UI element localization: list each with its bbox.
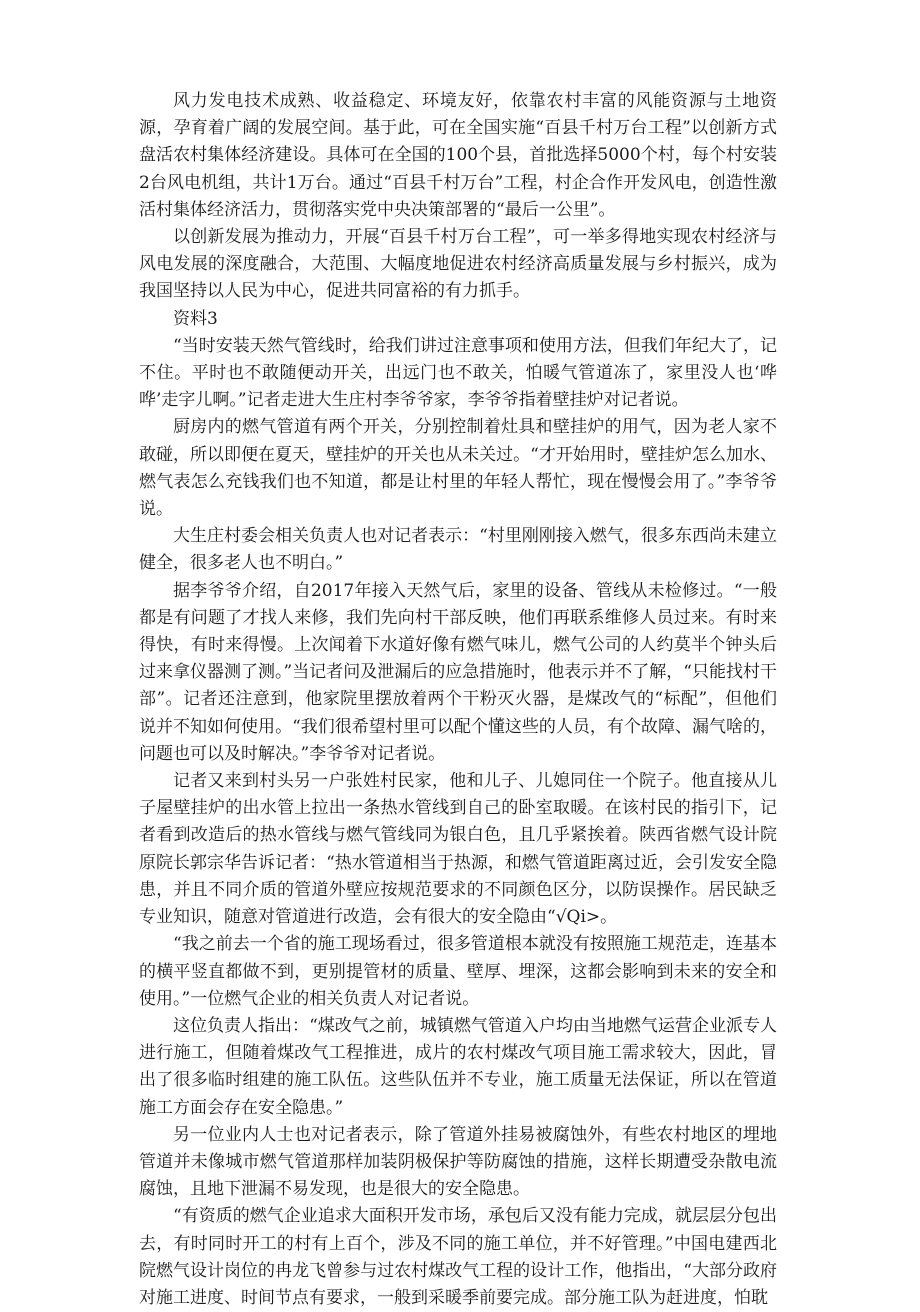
paragraph-grandpa-li-quote: “当时安装天然气管线时，给我们讲过注意事项和使用方法，但我们年纪大了，记不住。平时也不敢随便动开关，出远门也不敢关，怕暖气管道冻了，家里没人也‘哗哗’走字儿啊。”记者走进大生庄村李爷爷家，李爷爷指着壁挂炉对记者说。 — [139, 335, 777, 411]
paragraph-kitchen-gas: 厨房内的燃气管道有两个开关，分别控制着灶具和壁挂炉的用气，因为老人家不敢碰，所以即便在夏天，壁挂炉的开关也从未关过。“才开始用时，壁挂炉怎么加水、燃气表怎么充钱我们也不知道，都是让村里的年轻人帮忙，现在慢慢会用了。”李爷爷说。 — [139, 417, 777, 520]
paragraph-village-committee: 大生庄村委会相关负责人也对记者表示：“村里刚刚接入燃气，很多东西尚未建立健全，很多老人也不明白。” — [139, 526, 777, 574]
section-heading-material-3: 资料3 — [173, 308, 218, 329]
paragraph-corrosion: 另一位业内人士也对记者表示，除了管道外挂易被腐蚀外，有些农村地区的埋地管道并未像城市燃气管道那样加装阴极保护等防腐蚀的措施，这样长期遭受杂散电流腐蚀，且地下泄漏不易发现，也是很大的安全隐患。 — [139, 1124, 777, 1200]
document-body — [139, 88, 777, 1312]
paragraph-responsible-person: 这位负责人指出：“煤改气之前，城镇燃气管道入户均由当地燃气运营企业派专人进行施工，但随着煤改气工程推进，成片的农村煤改气项目施工需求较大，因此，冒出了很多临时组建的施工队伍。这些队伍并不专业，施工质量无法保证，所以在管道施工方面会存在安全隐患。” — [139, 1015, 777, 1118]
paragraph-innovation: 以创新发展为推动力，开展“百县千村万台工程”，可一举多得地实现农村经济与风电发展的深度融合，大范围、大幅度地促进农村经济高质量发展与乡村振兴，成为我国坚持以人民为中心，促进共同富裕的有力抓手。 — [139, 227, 777, 302]
paragraph-construction-site: “我之前去一个省的施工现场看过，很多管道根本就没有按照施工规范走，连基本的横平竖直都做不到，更别提管材的质量、壁厚、埋深，这都会影响到未来的安全和使用。”一位燃气企业的相关负责人对记者说。 — [139, 934, 777, 1009]
paragraph-maintenance: 据李爷爷介绍，自2017年接入天然气后，家里的设备、管线从未检修过。“一般都是有问题了才找人来修，我们先向村干部反映，他们再联系维修人员过来。有时来得快，有时来得慢。上次闻着下水道好像有燃气味儿，燃气公司的人约莫半个钟头后过来拿仪器测了测。”当记者问及泄漏后的应急措施时，他表示并不了解，“只能找村干部”。记者还注意到，他家院里摆放着两个干粉灭火器，是煤改气的“标配”，但他们说并不知如何使用。“我们很希望村里可以配个懂这些的人员，有个故障、漏气啥的，问题也可以及时解决。”李爷爷对记者说。 — [139, 580, 777, 764]
paragraph-wind-power: 风力发电技术成熟、收益稳定、环境友好，依靠农村丰富的风能资源与土地资源，孕育着广阔的发展空间。基于此，可在全国实施“百县千村万台工程”以创新方式盘活农村集体经济建设。具体可在全国的100个县，首批选择5000个村，每个村安装2台风电机组，共计1万台。通过“百县千村万台”工程，村企合作开发风电，创造性激活村集体经济活力，贯彻落实党中央决策部署的“最后一公里”。 — [139, 91, 777, 220]
paragraph-subcontracting: “有资质的燃气企业追求大面积开发市场，承包后又没有能力完成，就层层分包出去，有时同时开工的村有上百个，涉及不同的施工单位，并不好管理。”中国电建西北院燃气设计岗位的冉龙飞曾参与过农村煤改气工程的设计工作，他指出，“大部分政府对施工进度、时间节点有要求，一般到采暖季前要完成。部分施工队为赶进度，怕耽 — [139, 1206, 777, 1308]
paragraph-zhang-family: 记者又来到村头另一户张姓村民家，他和儿子、儿媳同住一个院子。他直接从儿子屋壁挂炉的出水管上拉出一条热水管线到自己的卧室取暖。在该村民的指引下，记者看到改造后的热水管线与燃气管线同为银白色，且几乎紧挨着。陕西省燃气设计院原院长郭宗华告诉记者：“热水管道相当于热源，和燃气管道距离过近，会引发安全隐患，并且不同介质的管道外壁应按规范要求的不同颜色区分，以防误操作。居民缺乏专业知识，随意对管道进行改造，会有很大的安全隐由“√Qi>。 — [139, 771, 777, 928]
